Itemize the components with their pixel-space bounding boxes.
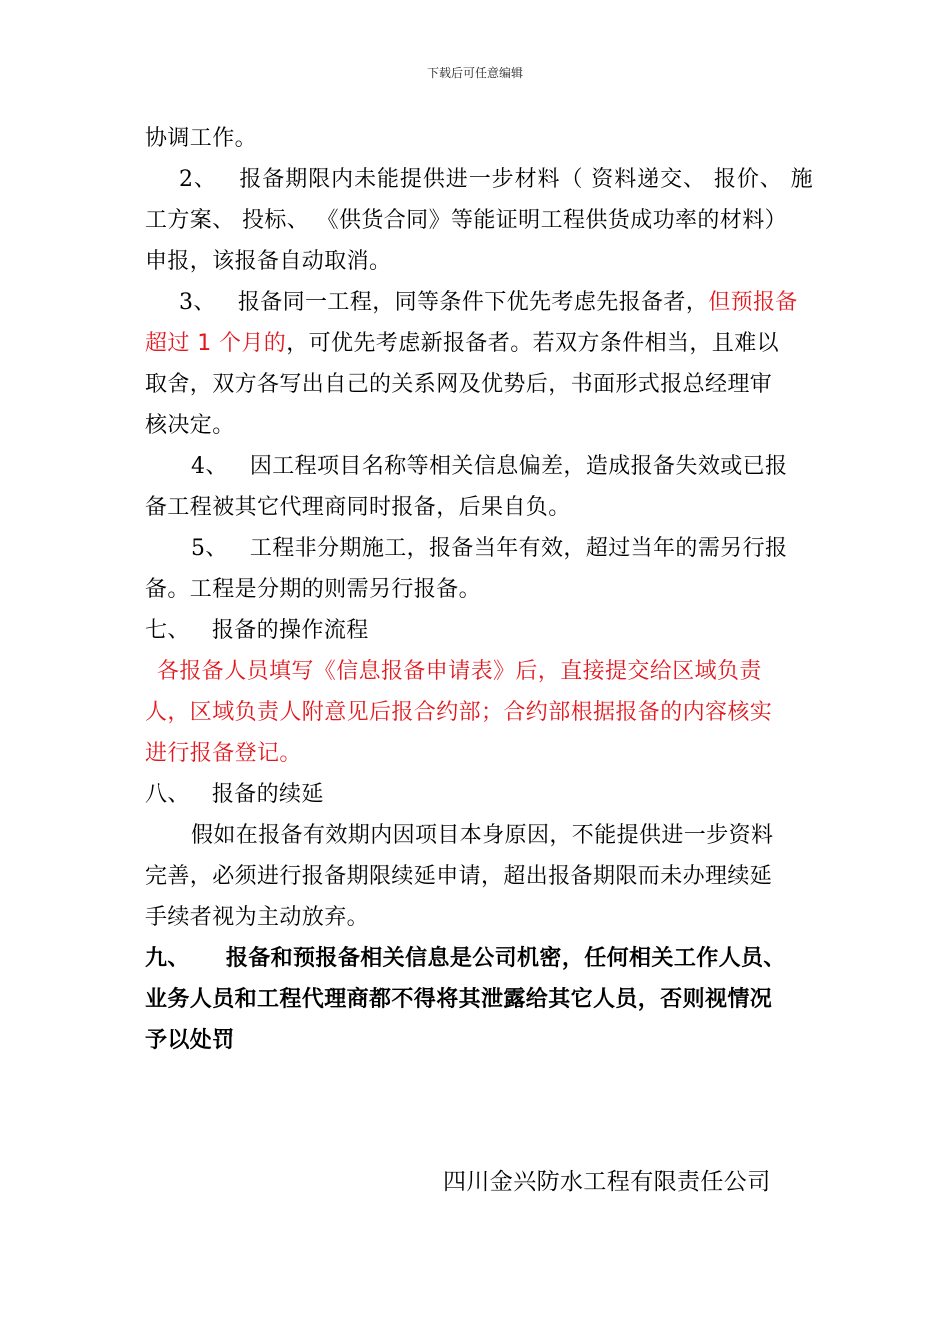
p3-highlight2: 超过 1 个月的 (145, 331, 287, 356)
p3-line3: 取舍，双方各写出自己的关系网及优势后，书面形式报总经理审 (145, 372, 773, 397)
section9-text1: 报备和预报备相关信息是公司机密，任何相关工作人员、 (225, 946, 786, 971)
p4-line2: 备工程被其它代理商同时报备，后果自负。 (145, 495, 571, 520)
p4-text1: 因工程项目名称等相关信息偏差，造成报备失效或已报 (249, 454, 788, 479)
p5-text1: 工程非分期施工，报备当年有效，超过当年的需另行报 (249, 536, 788, 561)
p5-line2: 备。工程是分期的则需另行报备。 (145, 577, 482, 602)
p2-line3: 申报，该报备自动取消。 (145, 249, 392, 274)
p2-text1: 报备期限内未能提供进一步材料（ 资料递交、 报价、 施 (238, 167, 813, 192)
section7-line1: 各报备人员填写《信息报备申请表》后，直接提交给区域负责 (157, 659, 762, 684)
section7-title: 报备的操作流程 (211, 618, 369, 643)
section7-line3: 进行报备登记。 (145, 741, 302, 766)
company-signature: 四川金兴防水工程有限责任公司 (443, 1169, 771, 1195)
section7-heading (145, 610, 813, 651)
p5-line1 (145, 528, 813, 569)
p3-line2 (145, 323, 813, 364)
p3-line1 (145, 282, 813, 323)
section9-number: 九、 (145, 946, 190, 971)
p2-number: 2、 (179, 167, 217, 192)
p3-highlight1: 但预报备 (708, 290, 798, 315)
section8-line3: 手续者视为主动放弃。 (145, 905, 370, 930)
p3-text2: ，可优先考虑新报备者。若双方条件相当，且难以 (286, 331, 779, 356)
section8-line2: 完善，必须进行报备期限续延申请，超出报备期限而未办理续延 (145, 864, 773, 889)
section9-line1 (145, 938, 813, 979)
section8-line1: 假如在报备有效期内因项目本身原因，不能提供进一步资料 (191, 823, 774, 848)
p4-number: 4、 (191, 454, 228, 479)
section8-heading (145, 774, 813, 815)
section7-line2: 人，区域负责人附意见后报合约部；合约部根据报备的内容核实 (145, 700, 773, 725)
page-header: 下载后可任意编辑 (426, 66, 523, 80)
section7-number: 七、 (145, 618, 190, 643)
p3-text1: 报备同一工程，同等条件下优先考虑先报备者， (237, 290, 709, 315)
p5-number: 5、 (191, 536, 228, 561)
p0-line1: 协调工作。 (145, 126, 258, 151)
p2-line2: 工方案、 投标、 《供货合同》等能证明工程供货成功率的材料） (145, 208, 787, 233)
document-body (145, 118, 813, 1061)
p3-line4: 核决定。 (145, 413, 235, 438)
section9-line2: 业务人员和工程代理商都不得将其泄露给其它人员，否则视情况 (145, 987, 773, 1012)
p2-line1 (145, 159, 813, 200)
p4-line1 (145, 446, 813, 487)
p3-number: 3、 (179, 290, 216, 315)
section8-number: 八、 (145, 782, 190, 807)
section9-line3: 予以处罚 (145, 1028, 235, 1053)
section8-title: 报备的续延 (211, 782, 324, 807)
